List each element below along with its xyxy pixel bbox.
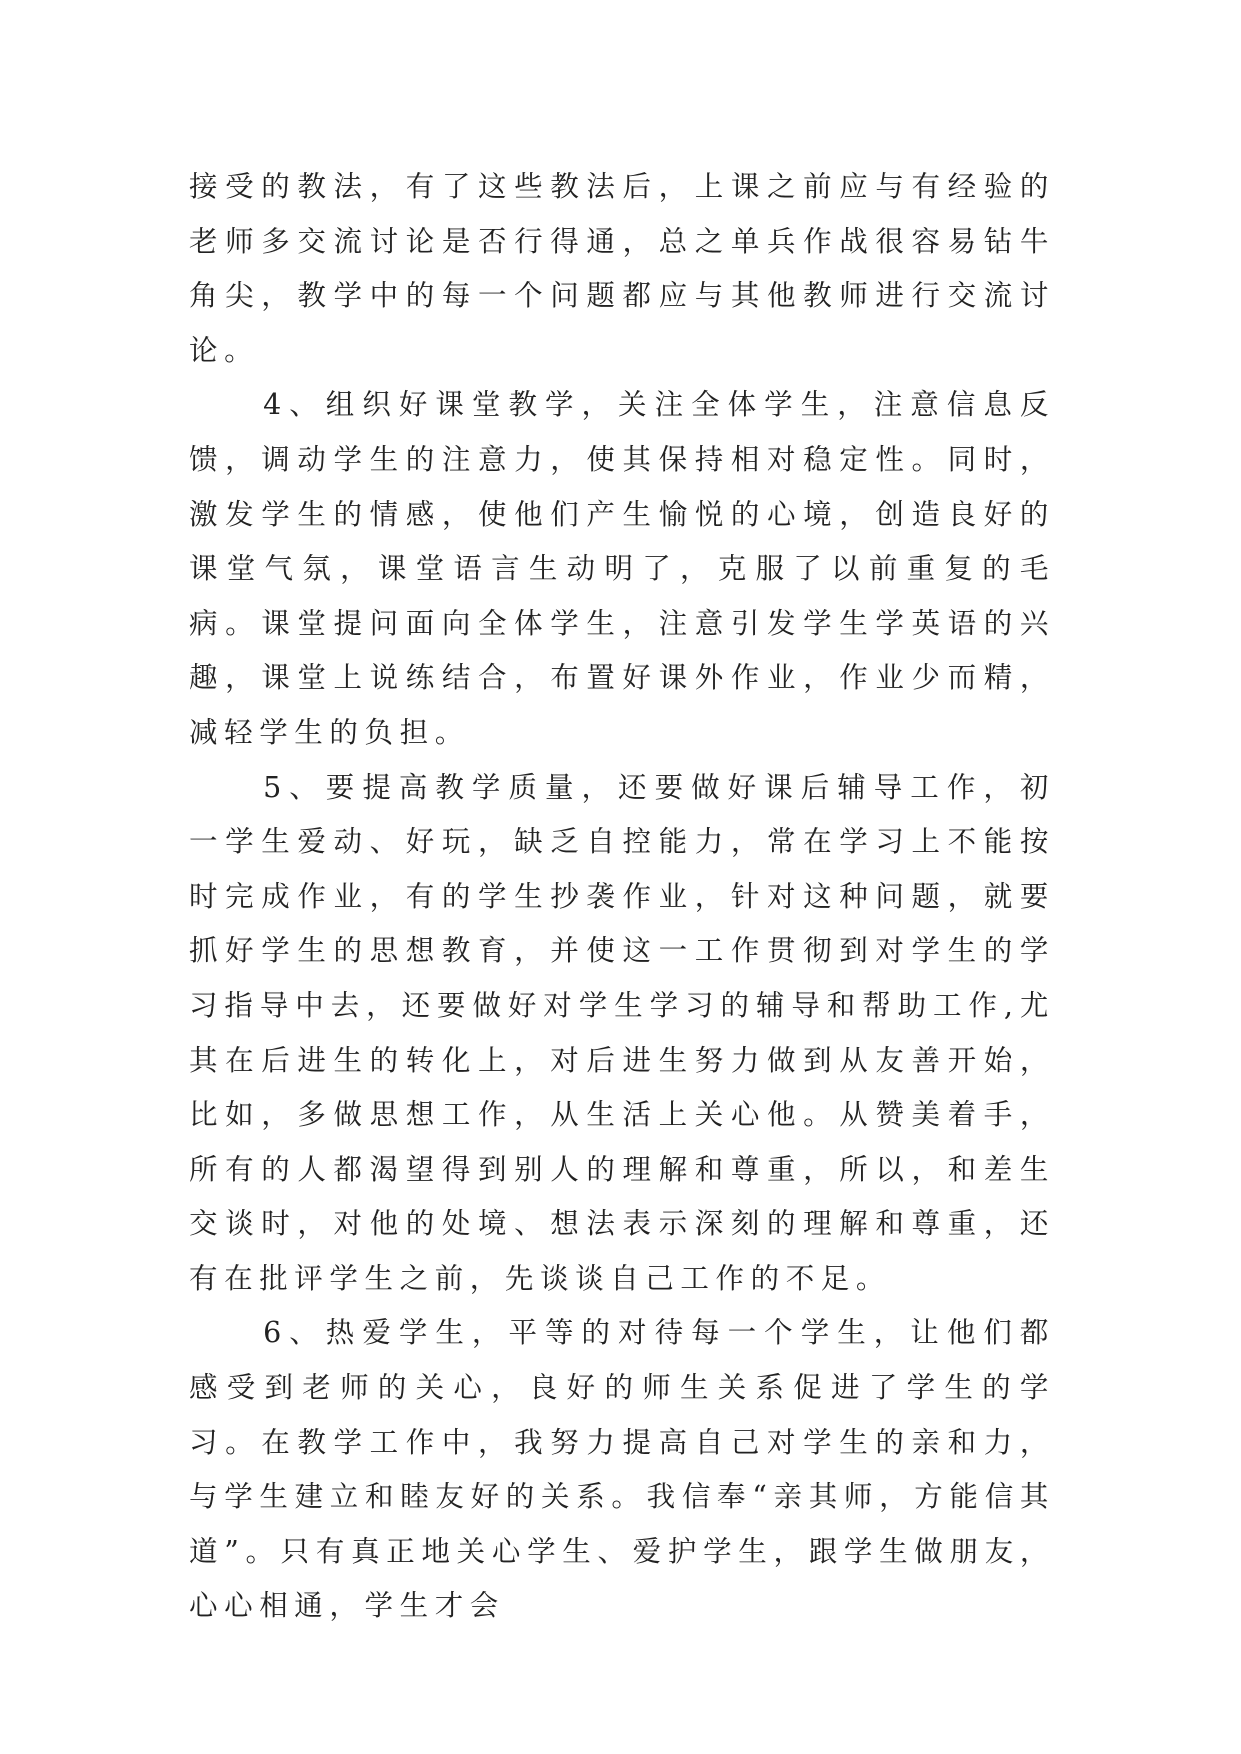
paragraph-6-love-students: 6、热爱学生，平等的对待每一个学生，让他们都感受到老师的关心，良好的师生关系促进了学生的学习。在教学工作中，我努力提高自己对学生的亲和力，与学生建立和睦友好的关系。我信奉“亲其师，方能信其道”。只有真正地关心学生、爱护学生，跟学生做朋友，心心相通，学生才会 xyxy=(189,1316,1055,1623)
document-page xyxy=(189,160,1055,1634)
paragraph-5-after-class-tutoring: 5、要提高教学质量，还要做好课后辅导工作，初一学生爱动、好玩，缺乏自控能力，常在学习上不能按时完成作业，有的学生抄袭作业，针对这种问题，就要抓好学生的思想教育，并使这一工作贯彻到对学生的学习指导中去，还要做好对学生学习的辅导和帮助工作,尤其在后进生的转化上，对后进生努力做到从友善开始，比如，多做思想工作，从生活上关心他。从赞美着手，所有的人都渴望得到别人的理解和尊重，所以，和差生交谈时，对他的处境、想法表示深刻的理解和尊重，还有在批评学生之前，先谈谈自己工作的不足。 xyxy=(189,770,1055,1295)
paragraph-continuation: 接受的教法，有了这些教法后，上课之前应与有经验的老师多交流讨论是否行得通，总之单兵作战很容易钻牛角尖，教学中的每一个问题都应与其他教师进行交流讨论。 xyxy=(189,170,1055,367)
paragraph-4-classroom-teaching: 4、组织好课堂教学，关注全体学生，注意信息反馈，调动学生的注意力，使其保持相对稳定性。同时，激发学生的情感，使他们产生愉悦的心境，创造良好的课堂气氛，课堂语言生动明了，克服了以前重复的毛病。课堂提问面向全体学生，注意引发学生学英语的兴趣，课堂上说练结合，布置好课外作业，作业少而精，减轻学生的负担。 xyxy=(189,388,1055,749)
